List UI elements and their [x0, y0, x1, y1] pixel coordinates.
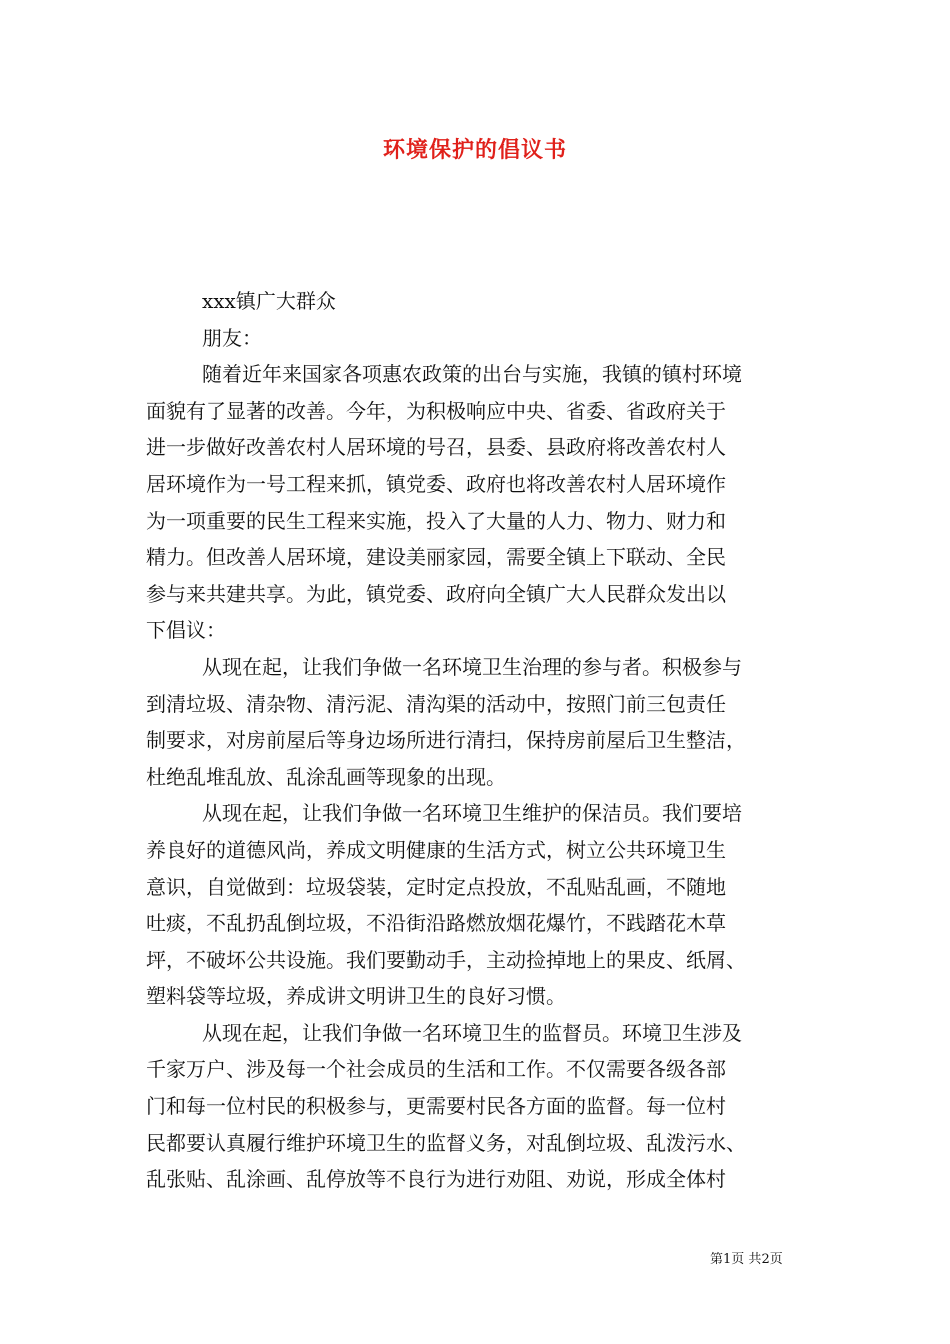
- footer-prefix: 第: [710, 1252, 724, 1267]
- body-line: 随着近年来国家各项惠农政策的出台与实施，我镇的镇村环境: [202, 362, 742, 387]
- footer-total-pages: 2: [761, 1252, 770, 1267]
- footer-middle: 页 共: [731, 1252, 762, 1267]
- body-line: 吐痰，不乱扔乱倒垃圾，不沿街沿路燃放烟花爆竹，不践踏花木草: [146, 911, 726, 936]
- body-line: 坪，不破坏公共设施。我们要勤动手，主动捡掉地上的果皮、纸屑、: [146, 947, 746, 972]
- body-line: 民都要认真履行维护环境卫生的监督义务，对乱倒垃圾、乱泼污水、: [146, 1130, 746, 1155]
- body-line: 到清垃圾、清杂物、清污泥、清沟渠的活动中，按照门前三包责任: [146, 691, 726, 716]
- body-line: xxx镇广大群众: [202, 289, 336, 313]
- body-line: 千家万户、涉及每一个社会成员的生活和工作。不仅需要各级各部: [146, 1057, 726, 1082]
- document-body: [146, 283, 806, 1198]
- body-line: 进一步做好改善农村人居环境的号召，县委、县政府将改善农村人: [146, 435, 726, 460]
- body-line: 养良好的道德风尚，养成文明健康的生活方式，树立公共环境卫生: [146, 837, 726, 862]
- body-line: 制要求，对房前屋后等身边场所进行清扫，保持房前屋后卫生整洁，: [146, 728, 746, 753]
- body-line: 意识，自觉做到：垃圾袋装，定时定点投放，不乱贴乱画，不随地: [146, 874, 726, 899]
- footer-suffix: 页: [769, 1252, 783, 1267]
- body-line: 朋友：: [202, 325, 262, 350]
- body-line: 门和每一位村民的积极参与，更需要村民各方面的监督。每一位村: [146, 1094, 726, 1119]
- document-title: 环境保护的倡议书: [382, 137, 567, 163]
- body-line: 参与来共建共享。为此，镇党委、政府向全镇广大人民群众发出以: [146, 581, 726, 606]
- body-line: 塑料袋等垃圾，养成讲文明讲卫生的良好习惯。: [146, 984, 566, 1009]
- body-line: 杜绝乱堆乱放、乱涂乱画等现象的出现。: [146, 764, 506, 789]
- body-line: 从现在起，让我们争做一名环境卫生维护的保洁员。我们要培: [202, 801, 742, 826]
- footer-current-page: 1: [723, 1252, 732, 1267]
- page-footer: [710, 1248, 830, 1267]
- body-line: 下倡议：: [146, 618, 226, 643]
- body-line: 为一项重要的民生工程来实施，投入了大量的人力、物力、财力和: [146, 508, 726, 533]
- body-line: 乱张贴、乱涂画、乱停放等不良行为进行劝阻、劝说，形成全体村: [146, 1167, 726, 1192]
- body-line: 精力。但改善人居环境，建设美丽家园，需要全镇上下联动、全民: [146, 545, 726, 570]
- body-line: 面貌有了显著的改善。今年，为积极响应中央、省委、省政府关于: [146, 398, 726, 423]
- body-line: 居环境作为一号工程来抓，镇党委、政府也将改善农村人居环境作: [146, 471, 726, 496]
- body-line: 从现在起，让我们争做一名环境卫生的监督员。环境卫生涉及: [202, 1020, 742, 1045]
- body-line: 从现在起，让我们争做一名环境卫生治理的参与者。积极参与: [202, 654, 742, 679]
